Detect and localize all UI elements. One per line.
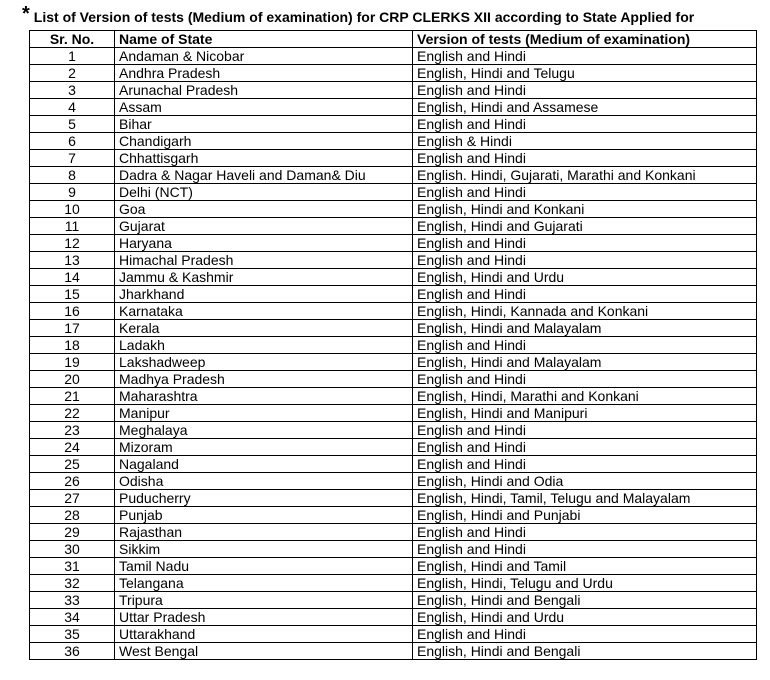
table-row [30,643,757,660]
table-row [30,575,757,592]
cell-state: Jharkhand [115,286,413,303]
cell-version: English, Hindi, Kannada and Konkani [413,303,757,320]
cell-sr-no: 35 [30,626,115,643]
cell-version: English and Hindi [413,524,757,541]
cell-sr-no: 1 [30,48,115,65]
table-row [30,167,757,184]
table-row [30,65,757,82]
asterisk-icon: * [22,3,30,25]
cell-state: Mizoram [115,439,413,456]
cell-sr-no: 12 [30,235,115,252]
cell-version: English and Hindi [413,82,757,99]
cell-sr-no: 11 [30,218,115,235]
table-row [30,99,757,116]
cell-state: Rajasthan [115,524,413,541]
cell-state: Manipur [115,405,413,422]
cell-version: English, Hindi and Bengali [413,643,757,660]
cell-sr-no: 30 [30,541,115,558]
table-row [30,252,757,269]
cell-sr-no: 17 [30,320,115,337]
table-header-row [30,31,757,48]
table-row [30,218,757,235]
header-state: Name of State [115,31,413,48]
cell-state: Chandigarh [115,133,413,150]
cell-state: Arunachal Pradesh [115,82,413,99]
table-row [30,184,757,201]
cell-sr-no: 7 [30,150,115,167]
cell-version: English and Hindi [413,337,757,354]
cell-version: English, Hindi and Manipuri [413,405,757,422]
table-row [30,456,757,473]
cell-sr-no: 19 [30,354,115,371]
cell-state: Puducherry [115,490,413,507]
cell-version: English, Hindi and Malayalam [413,320,757,337]
cell-sr-no: 33 [30,592,115,609]
cell-version: English and Hindi [413,626,757,643]
table-row [30,558,757,575]
cell-version: English and Hindi [413,456,757,473]
cell-state: Nagaland [115,456,413,473]
state-medium-table [29,30,757,660]
cell-state: Ladakh [115,337,413,354]
table-row [30,626,757,643]
cell-state: Punjab [115,507,413,524]
cell-state: Bihar [115,116,413,133]
cell-version: English, Hindi, Telugu and Urdu [413,575,757,592]
table-row [30,303,757,320]
cell-state: Sikkim [115,541,413,558]
cell-version: English and Hindi [413,371,757,388]
cell-sr-no: 21 [30,388,115,405]
cell-state: Delhi (NCT) [115,184,413,201]
cell-state: Jammu & Kashmir [115,269,413,286]
cell-sr-no: 8 [30,167,115,184]
cell-sr-no: 22 [30,405,115,422]
cell-version: English and Hindi [413,48,757,65]
cell-version: English, Hindi, Marathi and Konkani [413,388,757,405]
table-row [30,354,757,371]
cell-state: Uttar Pradesh [115,609,413,626]
cell-sr-no: 9 [30,184,115,201]
table-row [30,82,757,99]
cell-version: English, Hindi, Tamil, Telugu and Malayalam [413,490,757,507]
cell-sr-no: 5 [30,116,115,133]
document-title [22,4,762,30]
cell-version: English, Hindi and Odia [413,473,757,490]
cell-sr-no: 13 [30,252,115,269]
table-row [30,320,757,337]
cell-version: English and Hindi [413,439,757,456]
table-row [30,116,757,133]
cell-state: Goa [115,201,413,218]
cell-state: Maharashtra [115,388,413,405]
table-row [30,48,757,65]
cell-sr-no: 26 [30,473,115,490]
cell-sr-no: 29 [30,524,115,541]
cell-state: Andhra Pradesh [115,65,413,82]
cell-state: Lakshadweep [115,354,413,371]
cell-sr-no: 27 [30,490,115,507]
cell-version: English, Hindi and Urdu [413,609,757,626]
cell-state: Odisha [115,473,413,490]
cell-version: English, Hindi and Telugu [413,65,757,82]
table-row [30,541,757,558]
cell-version: English, Hindi and Konkani [413,201,757,218]
cell-sr-no: 32 [30,575,115,592]
cell-sr-no: 34 [30,609,115,626]
table-row [30,405,757,422]
table-row [30,609,757,626]
header-sr-no: Sr. No. [30,31,115,48]
cell-state: Madhya Pradesh [115,371,413,388]
cell-state: Uttarakhand [115,626,413,643]
cell-sr-no: 6 [30,133,115,150]
cell-version: English and Hindi [413,235,757,252]
table-row [30,439,757,456]
cell-sr-no: 23 [30,422,115,439]
cell-state: Chhattisgarh [115,150,413,167]
cell-version: English and Hindi [413,252,757,269]
cell-sr-no: 16 [30,303,115,320]
cell-state: Tripura [115,592,413,609]
cell-version: English and Hindi [413,422,757,439]
cell-state: Dadra & Nagar Haveli and Daman& Diu [115,167,413,184]
cell-state: Kerala [115,320,413,337]
table-row [30,524,757,541]
cell-version: English, Hindi and Gujarati [413,218,757,235]
table-row [30,133,757,150]
cell-sr-no: 36 [30,643,115,660]
header-version: Version of tests (Medium of examination) [413,31,757,48]
cell-state: Telangana [115,575,413,592]
table-row [30,235,757,252]
table-row [30,269,757,286]
cell-sr-no: 18 [30,337,115,354]
cell-version: English & Hindi [413,133,757,150]
cell-version: English, Hindi and Punjabi [413,507,757,524]
cell-sr-no: 4 [30,99,115,116]
cell-sr-no: 10 [30,201,115,218]
cell-version: English, Hindi and Assamese [413,99,757,116]
table-row [30,371,757,388]
cell-sr-no: 28 [30,507,115,524]
cell-state: Himachal Pradesh [115,252,413,269]
cell-state: Haryana [115,235,413,252]
cell-state: Gujarat [115,218,413,235]
cell-state: Tamil Nadu [115,558,413,575]
cell-version: English, Hindi and Urdu [413,269,757,286]
cell-version: English, Hindi and Malayalam [413,354,757,371]
cell-sr-no: 3 [30,82,115,99]
cell-state: Andaman & Nicobar [115,48,413,65]
cell-version: English and Hindi [413,150,757,167]
table-row [30,473,757,490]
cell-state: Karnataka [115,303,413,320]
cell-state: Meghalaya [115,422,413,439]
table-body [30,48,757,660]
table-row [30,337,757,354]
table-row [30,422,757,439]
cell-state: Assam [115,99,413,116]
cell-sr-no: 2 [30,65,115,82]
cell-sr-no: 20 [30,371,115,388]
table-row [30,388,757,405]
cell-sr-no: 31 [30,558,115,575]
cell-version: English. Hindi, Gujarati, Marathi and Konkani [413,167,757,184]
cell-sr-no: 15 [30,286,115,303]
table-row [30,490,757,507]
cell-version: English and Hindi [413,184,757,201]
cell-version: English, Hindi and Bengali [413,592,757,609]
table-row [30,201,757,218]
cell-sr-no: 14 [30,269,115,286]
cell-version: English and Hindi [413,286,757,303]
cell-version: English and Hindi [413,541,757,558]
cell-version: English and Hindi [413,116,757,133]
title-text: List of Version of tests (Medium of examination) for CRP CLERKS XII according to State Applied for [33,9,695,25]
cell-sr-no: 25 [30,456,115,473]
table-row [30,286,757,303]
cell-sr-no: 24 [30,439,115,456]
table-row [30,507,757,524]
table-row [30,592,757,609]
cell-state: West Bengal [115,643,413,660]
cell-version: English, Hindi and Tamil [413,558,757,575]
table-row [30,150,757,167]
